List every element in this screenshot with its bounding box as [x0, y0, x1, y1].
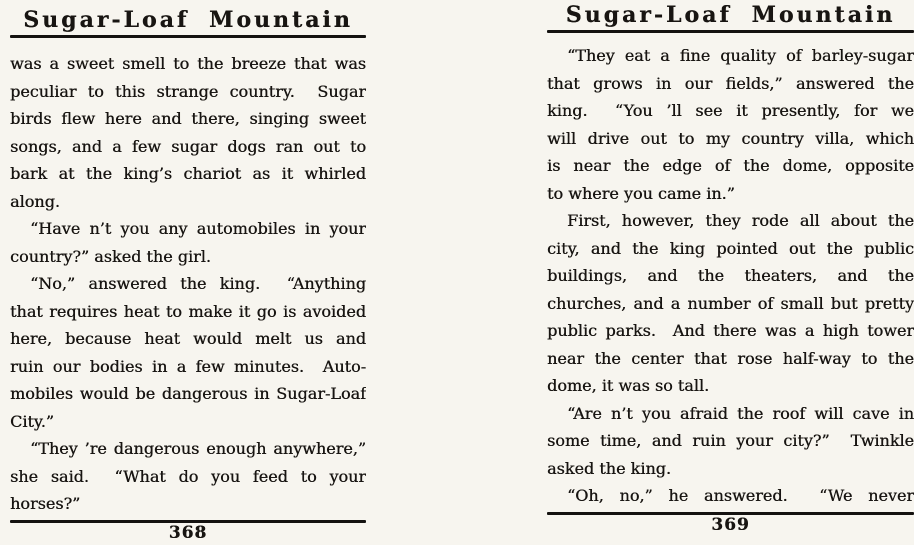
text-line: “Are n’t you afraid the roof will cave in	[567, 403, 914, 423]
page-number: 368	[168, 522, 208, 543]
header-rule	[547, 30, 914, 33]
text-line: dome, it was so tall.	[547, 376, 710, 395]
text-line: to where you came in.”	[547, 183, 735, 203]
text-line: near the center that rose half-way to the	[547, 348, 914, 368]
text-line: king. “You ’ll see it presently, for we	[547, 101, 914, 120]
text-line: “Have n’t you any automobiles in your	[30, 219, 366, 238]
text-line: First, however, they rode all about the	[567, 211, 914, 230]
running-header-title: Sugar-Loaf Mountain	[23, 7, 353, 33]
text-line: asked the king.	[547, 458, 671, 478]
text-line: peculiar to this strange country. Sugar	[10, 81, 366, 101]
running-header-title: Sugar-Loaf Mountain	[565, 2, 896, 28]
text-line: “They ’re dangerous enough anywhere,”	[30, 439, 366, 458]
text-line: city, and the king pointed out the public	[547, 238, 914, 258]
text-line: mobiles would be dangerous in Sugar-Loaf	[10, 384, 366, 403]
text-line: “No,” answered the king. “Anything	[30, 274, 366, 293]
text-line: buildings, and the theaters, and the	[547, 266, 914, 285]
text-line: bark at the king’s chariot as it whirled	[10, 164, 366, 183]
page-body	[547, 42, 914, 510]
text-line: horses?”	[10, 494, 81, 513]
text-line: churches, and a number of small but pretty	[547, 293, 914, 313]
text-line: birds flew here and there, singing sweet	[10, 109, 366, 128]
header-rule	[10, 35, 366, 38]
text-line: City.”	[10, 411, 54, 431]
text-line: is near the edge of the dome, opposite	[547, 156, 914, 175]
page-right	[547, 3, 914, 536]
text-line: “They eat a fine quality of barley-sugar	[567, 46, 914, 65]
text-line: public parks. And there was a high tower	[547, 321, 914, 340]
text-line: along.	[10, 191, 60, 211]
page-body	[10, 50, 366, 518]
text-line: songs, and a few sugar dogs ran out to	[10, 136, 366, 156]
text-line: will drive out to my country villa, which	[547, 128, 914, 148]
text-line: that grows in our fields,” answered the	[547, 73, 914, 93]
page-left	[10, 8, 366, 544]
text-line: country?” asked the girl.	[10, 246, 211, 266]
page-number: 369	[711, 514, 750, 535]
text-line: some time, and ruin your city?” Twinkle	[547, 431, 914, 450]
text-line: here, because heat would melt us and	[10, 329, 366, 348]
text-line: ruin our bodies in a few minutes. Auto-	[10, 356, 366, 376]
text-line: was a sweet smell to the breeze that was	[10, 54, 366, 73]
text-line: she said. “What do you feed to your	[10, 466, 366, 486]
text-line: that requires heat to make it go is avoided	[10, 301, 366, 321]
text-line: “Oh, no,” he answered. “We never	[567, 486, 914, 505]
